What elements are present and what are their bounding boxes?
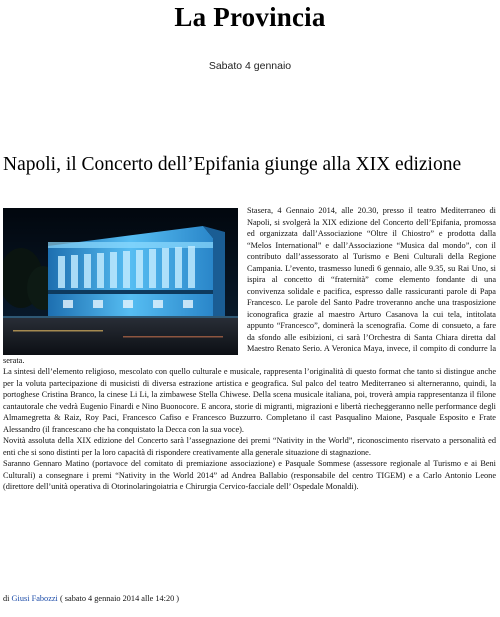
article-headline: Napoli, il Concerto dell’Epifania giunge alla XIX edizione (3, 154, 462, 176)
article-paragraph: Saranno Gennaro Matino (portavoce del comitato di premiazione associazione) e Pasquale Sommese (assessore regionale al Turismo e ai Beni Culturali) a consegnare i premi “Nativity in the World 2014” ad Andrea Ballabio (responsabile del centro TIGEM) e a Carlo Antonio Leone (direttore dell’unità operativa di Otorinolaringoiatria e Chirurgia Cervico-facciale dell’ Ospedale Monaldi). (3, 459, 496, 491)
article-paragraph: La sintesi dell’elemento religioso, mescolato con quello culturale e musicale, rappresenta l’originalità di questo format che tanto si distingue anche per la voluta partecipazione di musicisti di diversa estrazione artistica e geografica. Sul palco del teatro Mediterraneo si alterneranno, quindi, la portoghese Cristina Branco, la cinese Li Li, la zimbawese Stella Chiwese. Della scena musicale italiana, poi, troverà ampia rappresentanza il filone cantautorale che vedrà Eugenio Finardi e Nino Buonocore. E ancora, storie di migranti, migrazioni e libertà riecheggeranno nelle performance degli Almamegretta & Raiz, Roy Paci, Francesco Cafiso e Francesco Buzzurro. Completano il cast Pasqualino Maione, Pasquale Esposito e Frate Alessandro (il francescano che ha conquistato la Decca con la sua voce). (3, 367, 496, 434)
article-body (3, 205, 496, 493)
masthead-title: La Provincia (174, 2, 326, 32)
issue-date: Sabato 4 gennaio (208, 60, 292, 72)
article-paragraph: Stasera, 4 Gennaio 2014, alle 20.30, presso il teatro Mediterraneo di Napoli, si svolgerà la XIX edizione del Concerto dell’Epifania, promossa ed organizzata dall’Associazione “Oltre il Chiostro” e prodotta dalla “Melos International” e dall’Associazione “Musica dal mondo”, con il contributo dall’assessorato al Turismo e Beni Culturali della Regione Campania. L’evento, trasmesso lunedì 6 gennaio, alle 9.35, su Rai Uno, si ispira al concetto di “fraternità” come elemento fondante di una convivenza solidale e pacifica, espresso dalle rassicuranti parole di Papa Francesco. Le parole del Santo Padre troveranno anche una trasposizione iconografica grazie al maestro Arturo Casanova la cui tela, intitolata appunto “Francesco”, dominerà la scenografia. Come di consueto, a fare da sfondo alle esibizioni, ci sarà l’Orchestra di Santa Chiara diretta dal Maestro Renato Serio. A Veronica Maya, invece, il compito di condurre la serata. (3, 206, 496, 365)
article-paragraph: Novità assoluta della XIX edizione del Concerto sarà l’assegnazione dei premi “Nativity in the World”, riconoscimento riservato a personalità ed enti che si sono distinti per la loro capacità di rispondere creativamente alla generale situazione di stagnazione. (3, 436, 496, 457)
byline-prefix: di (3, 594, 10, 603)
byline-meta: ( sabato 4 gennaio 2014 alle 14:20 ) (59, 594, 180, 603)
byline-author-link[interactable]: Giusi Fabozzi (11, 594, 58, 603)
photo-spacer (3, 205, 243, 354)
article-byline (3, 594, 179, 603)
